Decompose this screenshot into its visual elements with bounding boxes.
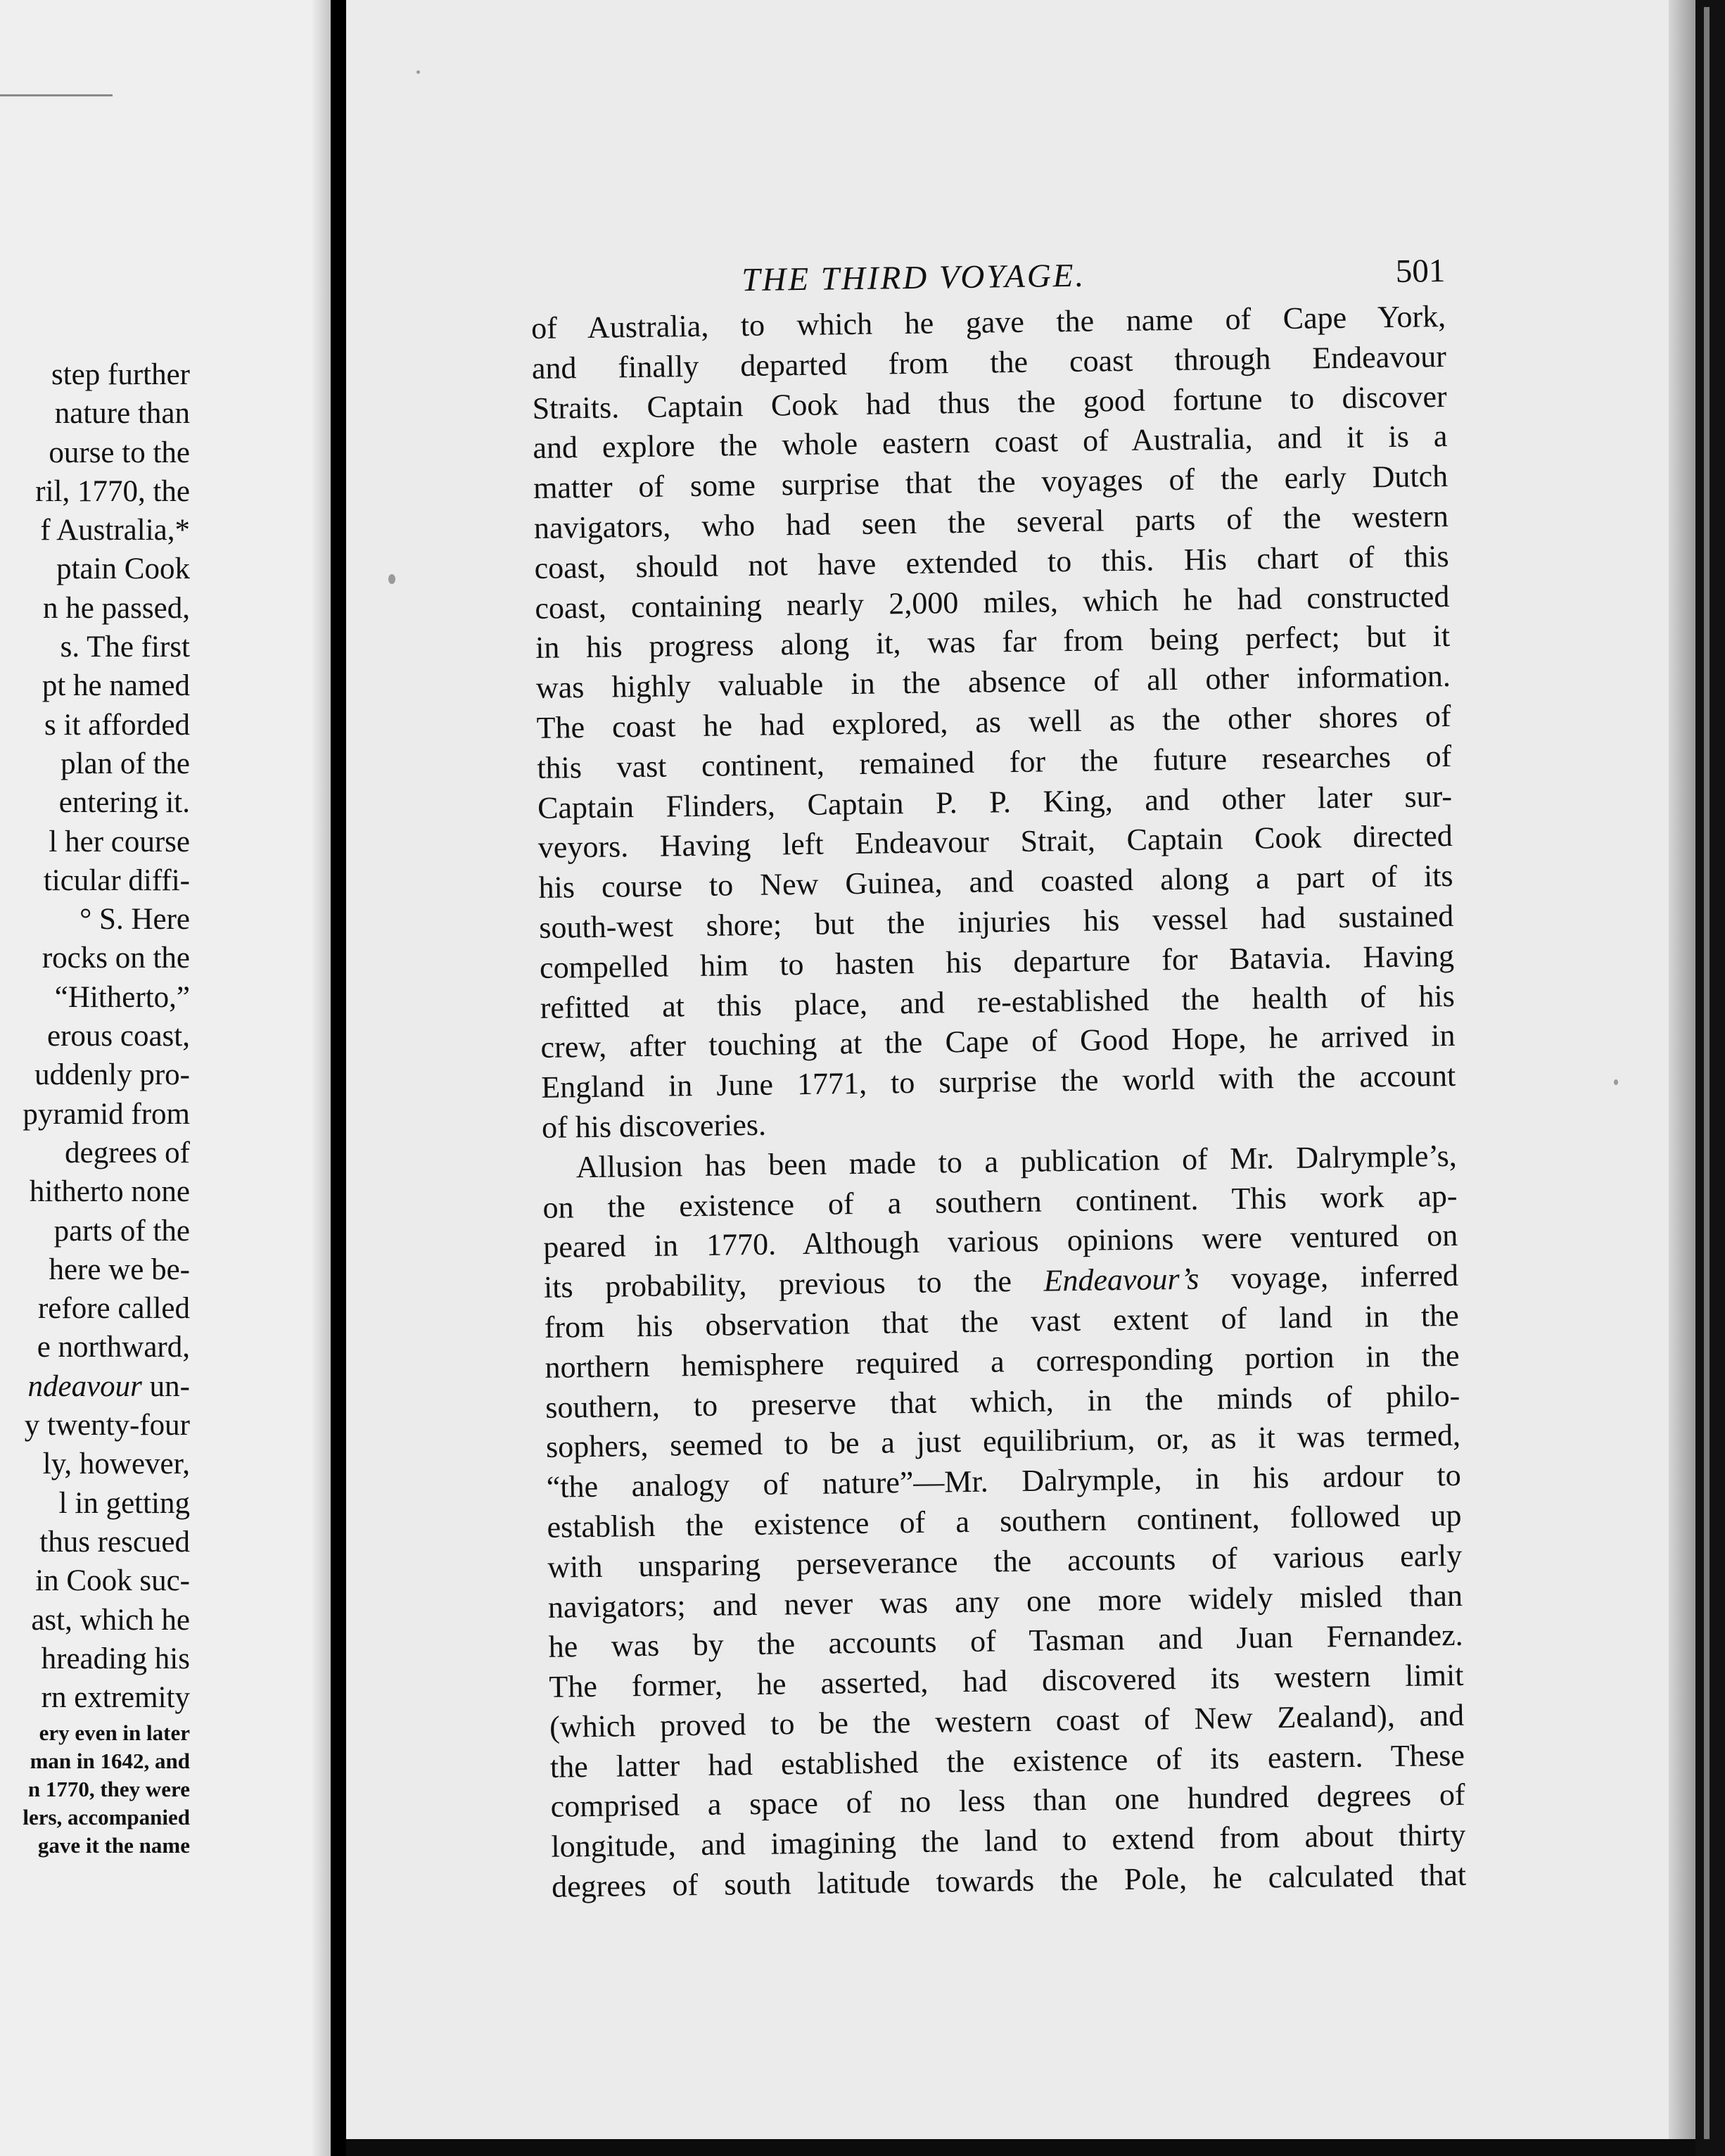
left-text-line: pt he named bbox=[42, 669, 190, 703]
left-text-line: thus rescued bbox=[39, 1525, 190, 1559]
text-line: was highly valuable in the absence of all other information. bbox=[535, 659, 1451, 706]
text-line: (which proved to be the western coast of New Zealand), and bbox=[549, 1697, 1465, 1744]
left-page-rule bbox=[0, 94, 113, 96]
right-page bbox=[346, 0, 1695, 2139]
left-text-line: entering it. bbox=[58, 786, 190, 820]
text-line: and finally departed from the coast through Endeavour bbox=[531, 338, 1447, 386]
left-text-line: ndeavour un- bbox=[27, 1369, 190, 1403]
paper-speck bbox=[1614, 1079, 1618, 1085]
text-line: establish the existence of a southern continent, followed up bbox=[547, 1497, 1462, 1545]
left-text-line: ly, however, bbox=[42, 1447, 190, 1481]
left-text-line: y twenty-four bbox=[24, 1409, 190, 1442]
left-text-line: “Hitherto,” bbox=[54, 980, 190, 1014]
paragraph-1 bbox=[531, 297, 1457, 1148]
text-line: peared in 1770. Although various opinions were ventured on bbox=[542, 1218, 1458, 1265]
text-line: on the existence of a southern continent. This work ap- bbox=[542, 1178, 1458, 1225]
left-text-line: s it afforded bbox=[44, 708, 190, 742]
text-line: this vast continent, remained for the future researches of bbox=[537, 738, 1452, 785]
left-text-line: ril, 1770, the bbox=[35, 474, 190, 508]
text-line: degrees of south latitude towards the Pole, he calculated that bbox=[551, 1857, 1467, 1904]
left-text-line: f Australia,* bbox=[40, 514, 190, 547]
left-text-line: pyramid from bbox=[23, 1097, 190, 1131]
text-line: matter of some surprise that the voyages of the early Dutch bbox=[533, 459, 1449, 506]
text-line: south-west shore; but the injuries his vessel had sustained bbox=[539, 898, 1454, 945]
left-text-line: plan of the bbox=[61, 747, 190, 780]
text-line: with unsparing perseverance the accounts of various early bbox=[547, 1537, 1463, 1585]
text-line: northern hemisphere required a corresponding portion in the bbox=[545, 1338, 1460, 1385]
left-text-line: rn extremity bbox=[41, 1681, 190, 1715]
left-text-line: e northward, bbox=[37, 1331, 190, 1364]
left-text-line: rocks on the bbox=[42, 941, 190, 975]
left-text-line: uddenly pro- bbox=[34, 1058, 190, 1092]
left-text-line: degrees of bbox=[65, 1136, 190, 1169]
text-line: crew, after touching at the Cape of Good Hope, he arrived in bbox=[540, 1018, 1456, 1065]
left-text-line: step further bbox=[51, 358, 190, 391]
left-footnote-line: gave it the name bbox=[37, 1833, 190, 1858]
text-line: from his observation that the vast extent of land in the bbox=[544, 1298, 1459, 1345]
text-line: in his progress along it, was far from being perfect; but it bbox=[535, 619, 1451, 666]
text-line: “the analogy of nature”—Mr. Dalrymple, in his ardour to bbox=[546, 1457, 1461, 1504]
left-text-line: erous coast, bbox=[47, 1020, 190, 1053]
left-text-line: ° S. Here bbox=[79, 903, 190, 937]
left-text-line: ourse to the bbox=[49, 436, 190, 469]
left-page-footnotes bbox=[23, 1719, 190, 1860]
text-line: refitted at this place, and re-established the health of his bbox=[540, 978, 1456, 1025]
text-line: longitude, and imagining the land to extend from about thirty bbox=[551, 1818, 1466, 1865]
text-line: Allusion has been made to a publication of Mr. Dalrymple’s, bbox=[575, 1138, 1458, 1184]
left-footnote-line: n 1770, they were bbox=[27, 1777, 190, 1801]
left-footnote-line: lers, accompanied bbox=[23, 1805, 190, 1830]
page-text-block bbox=[530, 252, 1466, 1908]
scan-edge-strip bbox=[1704, 7, 1710, 2139]
text-line: England in June 1771, to surprise the world with the account bbox=[541, 1058, 1456, 1105]
left-page bbox=[0, 0, 331, 2156]
text-line: of his discoveries. bbox=[541, 1107, 767, 1145]
left-page-text bbox=[23, 355, 190, 1717]
text-line: veyors. Having left Endeavour Strait, Captain Cook directed bbox=[537, 818, 1453, 865]
left-text-line: parts of the bbox=[53, 1214, 190, 1248]
text-line: Captain Flinders, Captain P. P. King, and other later sur- bbox=[537, 778, 1453, 825]
text-line: navigators, who had seen the several parts of the western bbox=[533, 498, 1449, 545]
left-text-line: hitherto none bbox=[29, 1175, 190, 1209]
paper-speck bbox=[416, 70, 420, 74]
left-text-line: l her course bbox=[49, 825, 190, 858]
text-line: coast, should not have extended to this. His chart of this bbox=[534, 538, 1449, 585]
left-text-line: n he passed, bbox=[43, 591, 190, 625]
running-title: THE THIRD VOYAGE. bbox=[741, 257, 1086, 299]
left-text-line: l in getting bbox=[58, 1486, 190, 1520]
text-line: navigators; and never was any one more widely misled than bbox=[547, 1578, 1463, 1625]
left-text-line: refore called bbox=[37, 1292, 190, 1326]
text-line: compelled him to hasten his departure for Batavia. Having bbox=[539, 938, 1455, 985]
left-text-line: hreading his bbox=[41, 1642, 190, 1675]
text-line: his course to New Guinea, and coasted along a part of its bbox=[538, 858, 1453, 906]
left-page-shadow bbox=[311, 0, 331, 2156]
text-line: he was by the accounts of Tasman and Juan Fernandez. bbox=[548, 1618, 1463, 1665]
left-text-line: nature than bbox=[54, 397, 190, 431]
left-text-line: s. The first bbox=[60, 630, 190, 664]
text-line: southern, to preserve that which, in the minds of philo- bbox=[545, 1378, 1460, 1425]
book-gutter bbox=[331, 0, 346, 2156]
left-text-line: here we be- bbox=[49, 1253, 190, 1286]
page-number: 501 bbox=[1395, 252, 1446, 290]
text-line: the latter had established the existence of its eastern. These bbox=[549, 1737, 1465, 1784]
text-line: sophers, seemed to be a just equilibrium, or, as it was termed, bbox=[545, 1418, 1461, 1465]
text-line: of Australia, to which he gave the name of Cape York, bbox=[530, 298, 1446, 345]
text-line: Straits. Captain Cook had thus the good fortune to discover bbox=[532, 379, 1447, 426]
left-text-line: ast, which he bbox=[31, 1603, 190, 1637]
left-text-line: in Cook suc- bbox=[35, 1564, 190, 1598]
text-line: and explore the whole eastern coast of Australia, and it is a bbox=[533, 419, 1448, 466]
scan-right-border bbox=[1695, 0, 1725, 2156]
text-line: comprised a space of no less than one hundred degrees of bbox=[550, 1777, 1465, 1825]
text-line: The coast he had explored, as well as the other shores of bbox=[536, 698, 1451, 745]
text-line: its probability, previous to the Endeavour’s voyage, inferred bbox=[543, 1257, 1459, 1305]
paper-speck bbox=[388, 574, 395, 584]
right-page-edge bbox=[1669, 0, 1695, 2139]
left-text-line: ticular diffi- bbox=[43, 863, 190, 897]
paragraph-2 bbox=[542, 1136, 1466, 1908]
text-line: coast, containing nearly 2,000 miles, which he had constructed bbox=[535, 578, 1450, 626]
left-footnote-line: man in 1642, and bbox=[30, 1749, 190, 1773]
text-line: The former, he asserted, had discovered its western limit bbox=[549, 1657, 1464, 1704]
left-footnote-line: ery even in later bbox=[39, 1720, 190, 1745]
left-text-line: ptain Cook bbox=[56, 552, 190, 586]
